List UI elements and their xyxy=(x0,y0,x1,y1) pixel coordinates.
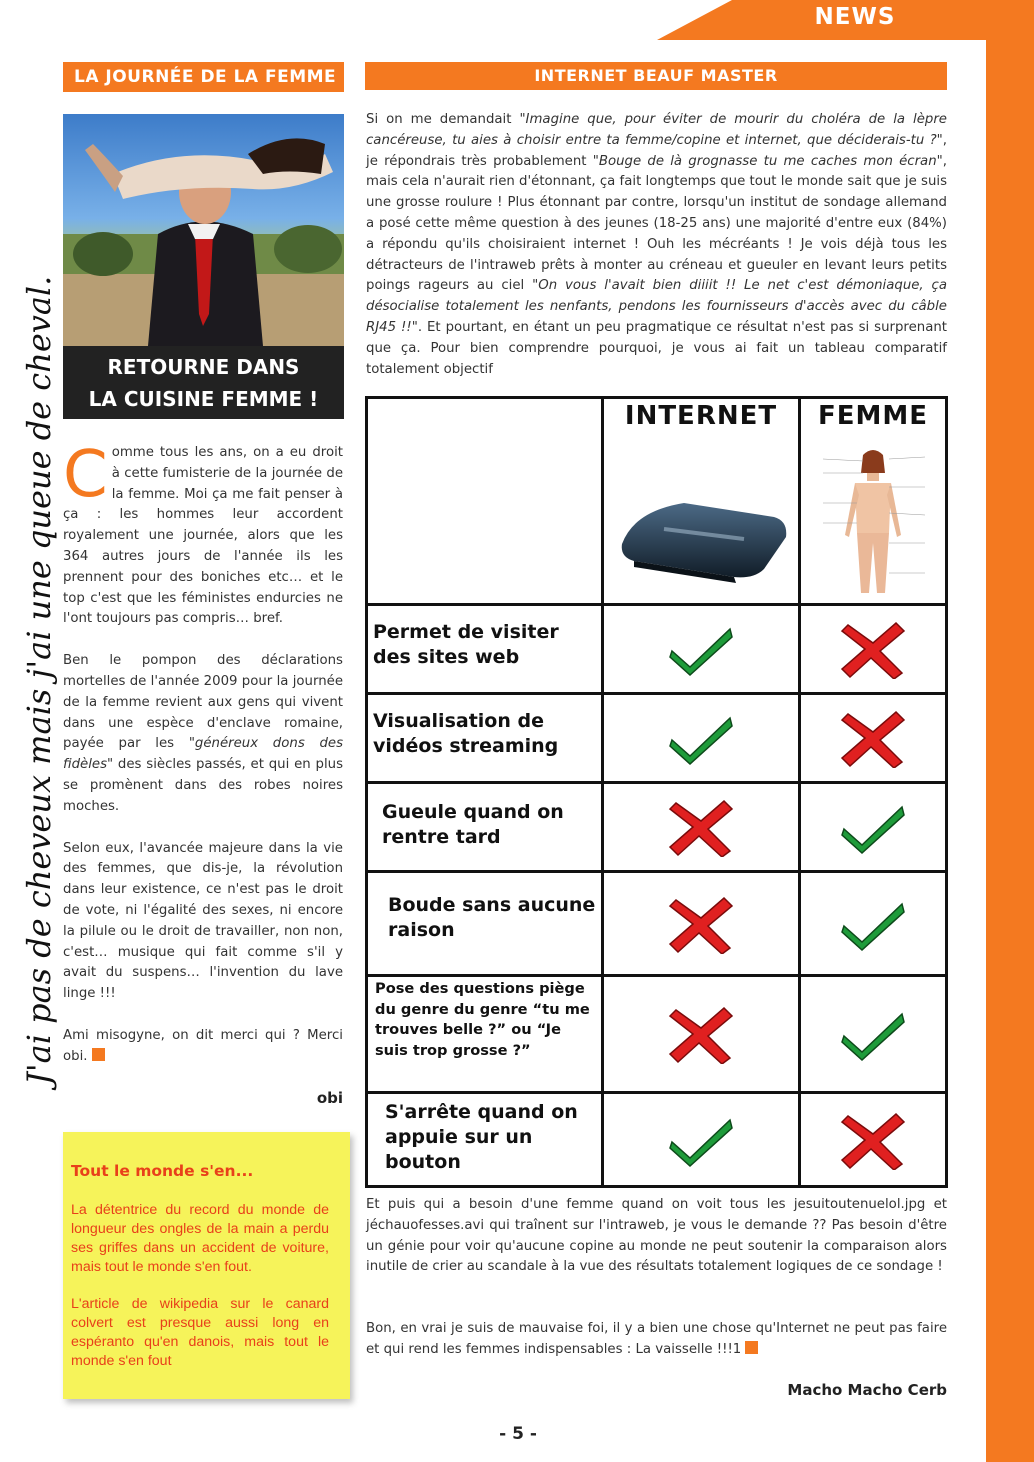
photo-caption-line2: LA CUISINE FEMME ! xyxy=(88,387,319,411)
table-cell-femme xyxy=(798,781,948,873)
photo-illustration xyxy=(63,114,344,346)
side-tagline: J'ai pas de cheveux mais j'ai une queue de cheval. xyxy=(20,275,58,1085)
intro-segment-2: , je répondrais très probablement xyxy=(366,132,947,169)
table-row-label-cell xyxy=(365,870,604,977)
table-row-label-cell xyxy=(365,692,604,784)
right-section-title: INTERNET BEAUF MASTER xyxy=(365,62,947,90)
router-icon xyxy=(614,489,794,589)
left-section-title: LA JOURNÉE DE LA FEMME xyxy=(63,62,344,92)
cross-mark-icon xyxy=(838,1110,908,1170)
left-signature: obi xyxy=(316,1089,343,1107)
table-cell-internet xyxy=(601,1091,801,1188)
article-photo xyxy=(63,114,344,346)
table-row-label: Boude sans aucune raison xyxy=(388,894,596,941)
header-internet-cell xyxy=(601,396,801,606)
left-paragraph-2 xyxy=(63,651,343,817)
header-internet-label: INTERNET xyxy=(624,401,778,431)
check-mark-icon xyxy=(838,1004,908,1064)
intro-segment-4: , mais cela n'aurait rien d'étonnant, ça fait longtemps que tout le monde sait que je suis une grosse roulure ! Plus étonnant par contre, lorsqu'un institut de sondage allemand a posé cette même question à des jeunes (18-25 ans) une majorité d'entre eux (84%) a répondu qu'ils choisiraient internet ! Ouh les mécréants ! Je vois déjà tous les détracteurs de l'intraweb prêts à monter au créneau et gueuler en levant leurs petits poings rageurs au ciel xyxy=(366,153,947,294)
left-paragraph-3: Selon eux, l'avancée majeure dans la vie des femmes, que dis-je, la révolution dans leur existence, ce n'est pas le droit de vote, ni l'égalité des sexes, ni encore la pilule ou le droit de travailler, non non, c'est… musique qui fait comme s'il y avait du suspens… l'invention du lave linge !!! xyxy=(63,840,343,1002)
woman-anatomy-icon xyxy=(803,443,943,603)
table-row-label-cell xyxy=(365,781,604,873)
table-cell-internet xyxy=(601,692,801,784)
end-mark-icon xyxy=(745,1341,758,1354)
left-paragraph-2-c: des siècles passés, et qui en plus se promènent dans des robes noires moches. xyxy=(63,757,343,814)
table-row-label: Permet de visiter des sites web xyxy=(373,621,559,668)
table-row-label: Gueule quand on rentre tard xyxy=(382,801,564,848)
cross-mark-icon xyxy=(666,797,736,857)
table-cell-internet xyxy=(601,781,801,873)
sticky-paragraph-1: La détentrice du record du monde de longueur des ongles de la main a perdu ses griffes dans un accident de voiture, mais tout le monde s'en fout. xyxy=(71,1202,329,1275)
left-paragraph-4-text: Ami misogyne, on dit merci qui ? Merci obi. xyxy=(63,1027,343,1064)
table-cell-femme xyxy=(798,1091,948,1188)
check-mark-icon xyxy=(838,797,908,857)
header-femme-label: FEMME xyxy=(817,401,929,431)
left-article-body xyxy=(63,438,343,1089)
intro-segment-6: . Et pourtant, en étant un peu pragmatique ce résultat n'est pas si surprenant que ça. Pour bien comprendre pourquoi, je vous ai fait un tableau comparatif totalement objectif xyxy=(366,319,947,377)
table-cell-femme xyxy=(798,870,948,977)
photo-caption xyxy=(63,346,344,419)
table-cell-femme xyxy=(798,603,948,695)
drop-cap: C xyxy=(63,438,108,512)
sticky-title: Tout le monde s'en... xyxy=(71,1162,254,1180)
table-corner-cell xyxy=(365,396,604,606)
comparison-table xyxy=(365,396,948,1185)
outro-paragraph: Et puis qui a besoin d'une femme quand on voit tous les jesuitoutenuelol.jpg et jéchauofesses.avi qui traînent sur l'intraweb, je vous le demande ?? Pas besoin d'être un génie pour voir qu'aucune copine au monde ne peut soutenir la comparaison alors inutile de crier au scandale à la vue des résultats totalement logiques de ce sondage ! xyxy=(366,1197,947,1275)
table-cell-femme xyxy=(798,692,948,784)
sticky-paragraph-2: L'article de wikipedia sur le canard colvert est presque aussi long en espéranto qu'en danois, mais tout le monde s'en fout xyxy=(71,1296,329,1369)
end-mark-icon xyxy=(92,1048,105,1061)
table-cell-femme xyxy=(798,974,948,1094)
cross-mark-icon xyxy=(666,1004,736,1064)
intro-segment-1: "Imagine que, pour éviter de mourir du choléra de la lèpre cancéreuse, tu aies à choisir entre ta femme/copine et internet, que déciderais-tu ?" xyxy=(366,112,947,148)
check-mark-icon xyxy=(838,894,908,954)
intro-paragraph xyxy=(366,110,947,380)
table-row-label: Pose des questions piège du genre du genre “tu me trouves belle ?” ou “Je suis trop grosse ?” xyxy=(375,980,590,1059)
intro-segment-3: "Bouge de là grognasse tu me caches mon écran" xyxy=(592,153,943,169)
check-mark-icon xyxy=(666,1110,736,1170)
outro-paragraph-2-text: Bon, en vrai je suis de mauvaise foi, il y a bien une chose qu'Internet ne peut pas faire et qui rend les femmes indispensables : La vaisselle !!!1 xyxy=(366,1321,947,1357)
right-orange-band xyxy=(986,40,1034,1462)
header-femme-cell xyxy=(798,396,948,606)
check-mark-icon xyxy=(666,619,736,679)
intro-segment-5: "On vous l'avait bien diiiit !! Le net c'est démoniaque, ça désocialise totalement les nenfants, pendons les fournisseurs d'accès avec du câble RJ45 !!" xyxy=(366,278,947,335)
cross-mark-icon xyxy=(838,619,908,679)
table-row-label-cell xyxy=(365,974,604,1094)
page-number: - 5 - xyxy=(499,1424,537,1444)
table-row-label-cell xyxy=(365,603,604,695)
left-paragraph-1-text: omme tous les ans, on a eu droit à cette fumisterie de la journée de la femme. Moi ça me fait penser à ça : les hommes leur accordent royalement une journée, alors que les 364 autres jours de l'année ils les prennent pour des boniches etc… et le top c'est que les féministes endurcies ne l'ont toujours pas compris… bref. xyxy=(63,445,343,627)
left-paragraph-4 xyxy=(63,1026,343,1068)
photo-caption-line1: RETOURNE DANS xyxy=(107,355,300,379)
cross-mark-icon xyxy=(666,894,736,954)
table-cell-internet xyxy=(601,870,801,977)
left-paragraph-1 xyxy=(63,438,343,630)
intro-segment-0: Si on me demandait xyxy=(366,112,520,127)
outro-paragraph-2 xyxy=(366,1319,947,1361)
table-row-label-cell xyxy=(365,1091,604,1188)
table-row-label: Visualisation de vidéos streaming xyxy=(373,710,559,757)
left-paragraph-2-quote: "généreux dons des fidèles" xyxy=(63,736,343,773)
cross-mark-icon xyxy=(838,708,908,768)
news-label: NEWS xyxy=(814,4,896,30)
left-paragraph-2-a: Ben le pompon des déclarations mortelles de l'année 2009 pour la journée de la femme revient aux gens qui vivent dans une espèce d'enclave romaine, payée par les xyxy=(63,653,343,752)
check-mark-icon xyxy=(666,708,736,768)
table-cell-internet xyxy=(601,603,801,695)
table-cell-internet xyxy=(601,974,801,1094)
table-row-label: S'arrête quand on appuie sur un bouton xyxy=(385,1101,578,1173)
right-signature: Macho Macho Cerb xyxy=(787,1381,947,1399)
